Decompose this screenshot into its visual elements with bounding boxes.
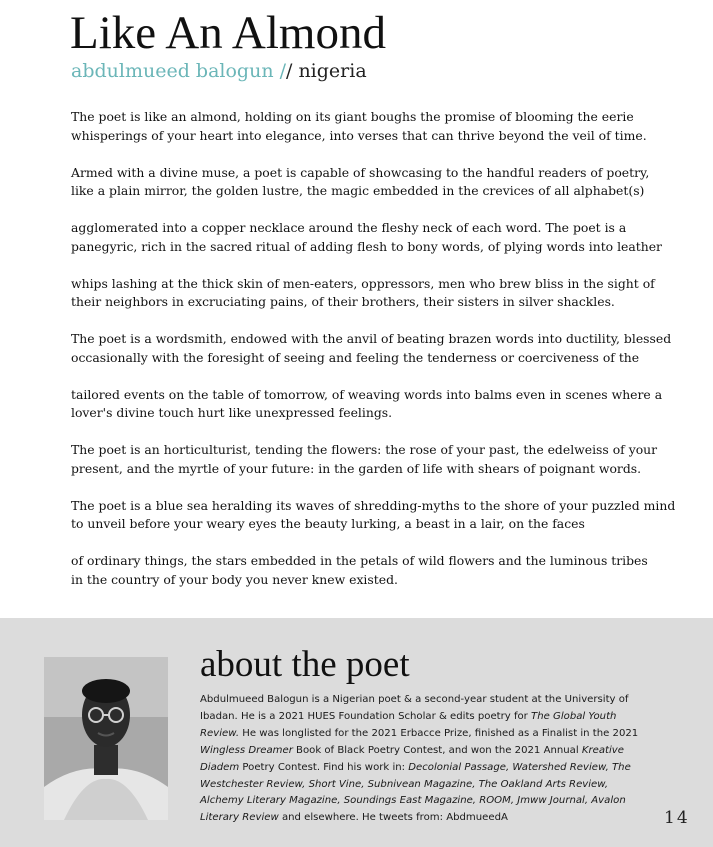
poem-stanza	[71, 497, 676, 534]
poem-stanza	[71, 441, 671, 478]
poem-line: The poet is like an almond, holding on its giant boughs the promise of blooming the eerie	[71, 109, 634, 124]
bio-italic-title: Decolonial Passage, Watershed Review, The	[408, 761, 631, 773]
poem-stanza	[71, 552, 671, 589]
author-location: / nigeria	[286, 60, 367, 82]
poem-line: their neighbors in excruciating pains, of their brothers, their sisters in silver shackles.	[71, 294, 615, 309]
poem-stanza	[71, 108, 671, 145]
bio-text: Poetry Contest. Find his work in:	[239, 761, 409, 773]
poem-stanza	[71, 275, 671, 312]
bio-text: Book of Black Poetry Contest, and won the 2021 Annual	[292, 744, 582, 756]
byline	[71, 59, 367, 83]
page-number: 14	[664, 808, 690, 828]
bio-line	[200, 709, 662, 726]
poem-line: like a plain mirror, the golden lustre, the magic embedded in the crevices of all alphabet(s)	[71, 183, 645, 198]
author-name: abdulmueed balogun /	[71, 60, 286, 82]
bio-italic-title: Westchester Review, Short Vine, Subnivean Magazine, The Oakland Arts Review,	[200, 778, 609, 790]
poem-line: present, and the myrtle of your future: in the garden of life with shears of poignant words.	[71, 460, 642, 476]
bio-italic-title: Alchemy Literary Magazine, Soundings East Magazine, ROOM, Jmww Journal, Avalon	[200, 795, 626, 807]
poem-body	[71, 108, 676, 608]
poet-bio	[200, 692, 662, 827]
poem-line: tailored events on the table of tomorrow, of weaving words into balms even in scenes where a	[71, 386, 663, 402]
bio-text: Ibadan. He is a 2021 HUES Foundation Scholar & edits poetry for	[200, 710, 532, 722]
bio-line	[200, 726, 662, 743]
bio-italic-title: The Global Youth	[531, 710, 617, 722]
bio-line	[200, 743, 662, 760]
poem-line: of ordinary things, the stars embedded in the petals of wild flowers and the luminous tribes	[71, 553, 648, 568]
bio-italic-title: Literary Review	[200, 812, 279, 824]
bio-italic-title: Review.	[200, 727, 240, 739]
poem-stanza	[71, 219, 671, 256]
bio-line	[200, 793, 662, 810]
poem-line: in the country of your body you never knew existed.	[71, 571, 398, 587]
poem-title: Like An Almond	[70, 7, 386, 59]
poem-stanza	[71, 330, 671, 367]
poem-line: lover's divine touch hurt like unexpressed feelings.	[71, 405, 393, 420]
poem-line: The poet is a wordsmith, endowed with the anvil of beating brazen words into ductility, blessed	[71, 331, 672, 346]
about-the-poet-section	[0, 618, 713, 847]
poem-line: agglomerated into a copper necklace around the fleshy neck of each word. The poet is a	[71, 220, 627, 235]
poem-line: The poet is an horticulturist, tending the flowers: the rose of your past, the edelweiss of your	[71, 442, 658, 457]
bio-line	[200, 760, 662, 777]
bio-italic-title: Kreative	[581, 744, 624, 756]
poem-stanza	[71, 386, 671, 423]
bio-italic-title: Wingless Dreamer	[200, 744, 293, 756]
bio-text: He was longlisted for the 2021 Erbacce Prize, finished as a Finalist in the 2021	[239, 727, 639, 739]
poem-line: occasionally with the foresight of seeing and feeling the tenderness or coerciveness of the	[71, 349, 640, 365]
poem-line: The poet is a blue sea heralding its waves of shredding-myths to the shore of your puzzled mind	[71, 497, 676, 513]
bio-italic-title: Diadem	[200, 761, 240, 773]
bio-text: and elsewhere. He tweets from: AbdmueedA	[278, 812, 508, 824]
poem-line: Armed with a divine muse, a poet is capable of showcasing to the handful readers of poetry,	[71, 164, 650, 180]
poem-line: to unveil before your weary eyes the beauty lurking, a beast in a lair, on the faces	[71, 516, 585, 531]
bio-line	[200, 777, 662, 794]
poem-stanza	[71, 164, 671, 201]
bio-line	[200, 692, 662, 709]
bio-text: Abdulmueed Balogun is a Nigerian poet & a second-year student at the University of	[200, 694, 629, 705]
bio-line	[200, 810, 662, 827]
poet-photo	[44, 657, 168, 820]
portrait-illustration	[44, 657, 168, 820]
poem-line: panegyric, rich in the sacred ritual of adding flesh to bony words, of plying words into leather	[71, 238, 662, 254]
about-heading: about the poet	[200, 644, 410, 685]
poem-line: whips lashing at the thick skin of men-eaters, oppressors, men who brew bliss in the sight of	[71, 275, 655, 291]
poem-line: whisperings of your heart into elegance, into verses that can thrive beyond the veil of time.	[71, 127, 647, 143]
